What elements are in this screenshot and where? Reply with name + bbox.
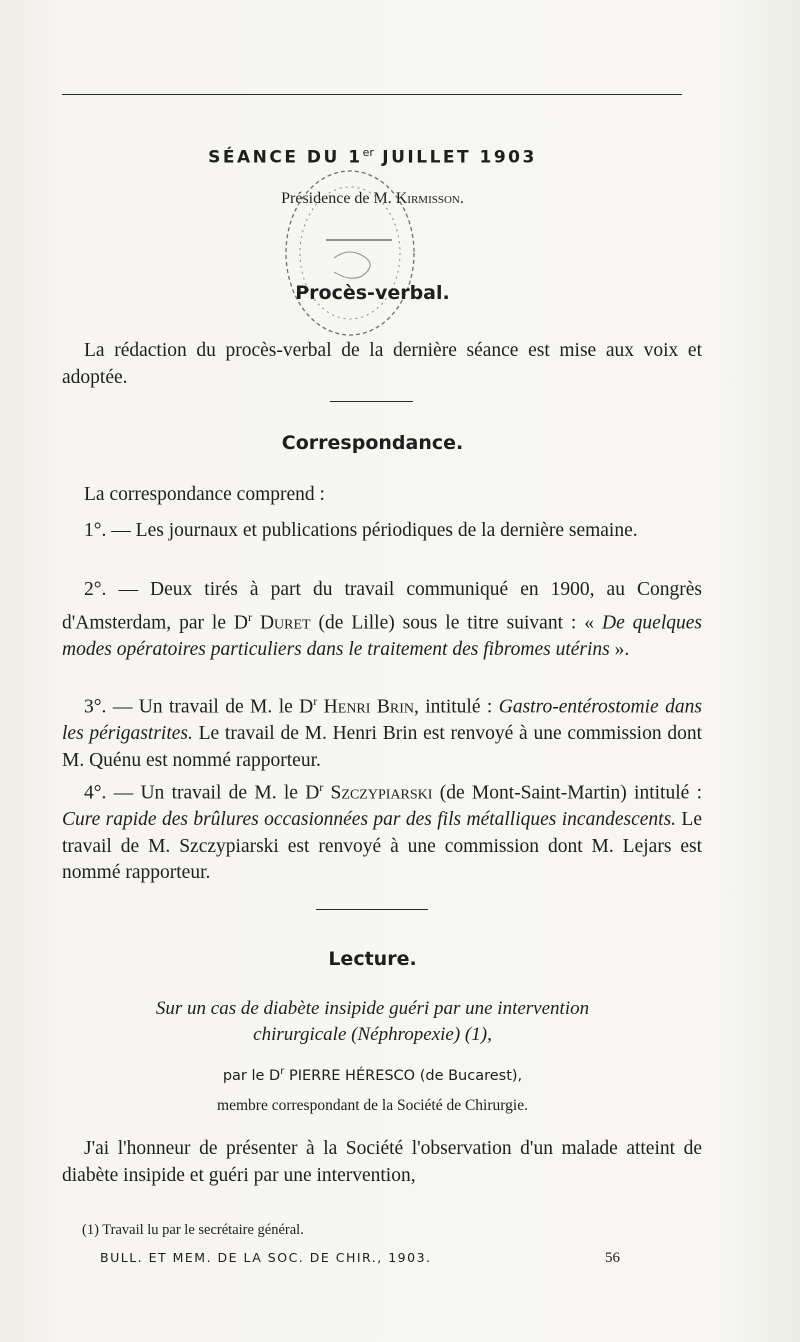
page-number: 56: [605, 1250, 620, 1266]
top-rule: [62, 94, 682, 95]
correspondance-heading: Correspondance.: [281, 432, 464, 454]
correspondance-item-3: 3°. — Un travail de M. le $D^r$ Henri Brin, intitulé : Gastro-entérostomie dans les périgastrites. Le travail de M. Henri Brin est renvoyé à une commission dont M. Quénu est nommé rapporteur.: [62, 694, 702, 771]
seance-title: SÉANCE DU 1er JUILLET 1903: [208, 146, 537, 168]
footnote: (1) Travail lu par le secrétaire général.: [82, 1222, 304, 1238]
lecture-title: Sur un cas de diabète insipide guéri par une intervention chirurgicale (Néphropexie) (1),: [155, 998, 590, 1045]
section-divider: [330, 401, 413, 402]
correspondance-item-2: 2°. — Deux tirés à part du travail communiqué en 1900, au Congrès d'Amsterdam, par le $D^r$ Duret (de Lille) sous le titre suivant : « De quelques modes opératoires particuliers dans le traitement des fibromes utérins ».: [62, 579, 703, 660]
section-divider: [316, 909, 428, 910]
bulletin-reference: BULL. ET MEM. DE LA SOC. DE CHIR., 1903.: [100, 1250, 432, 1265]
lecture-heading: Lecture.: [328, 948, 417, 970]
correspondance-item-1: 1°. — Les journaux et publications périodiques de la dernière semaine.: [84, 520, 638, 541]
correspondance-item-4: 4°. — Un travail de M. le $D^r$ Szczypiarski (de Mont-Saint-Martin) intitulé : Cure rapide des brûlures occasionnées par des fils métalliques incandescents. Le travail de M. Szczypiarski est renvoyé à une commission dont M. Lejars est nommé rapporteur.: [62, 780, 702, 883]
lecture-body: J'ai l'honneur de présenter à la Société l'observation d'un malade atteint de diabète insipide et guéri par une intervention,: [62, 1138, 702, 1186]
lecture-byline: par le $D^r$ PIERRE HÉRESCO (de Bucarest),: [222, 1066, 523, 1084]
library-stamp-icon: [274, 158, 426, 348]
president-name: Kirmisson.: [395, 190, 464, 207]
proces-verbal-text: La rédaction du procès-verbal de la dernière séance est mise aux voix et adoptée.: [62, 340, 702, 388]
lecture-member: membre correspondant de la Société de Chirurgie.: [217, 1097, 528, 1114]
presidence-line: Présidence de M. Kirmisson.: [281, 190, 464, 207]
proces-verbal-heading: Procès-verbal.: [295, 282, 450, 304]
correspondance-intro: La correspondance comprend :: [84, 484, 325, 505]
